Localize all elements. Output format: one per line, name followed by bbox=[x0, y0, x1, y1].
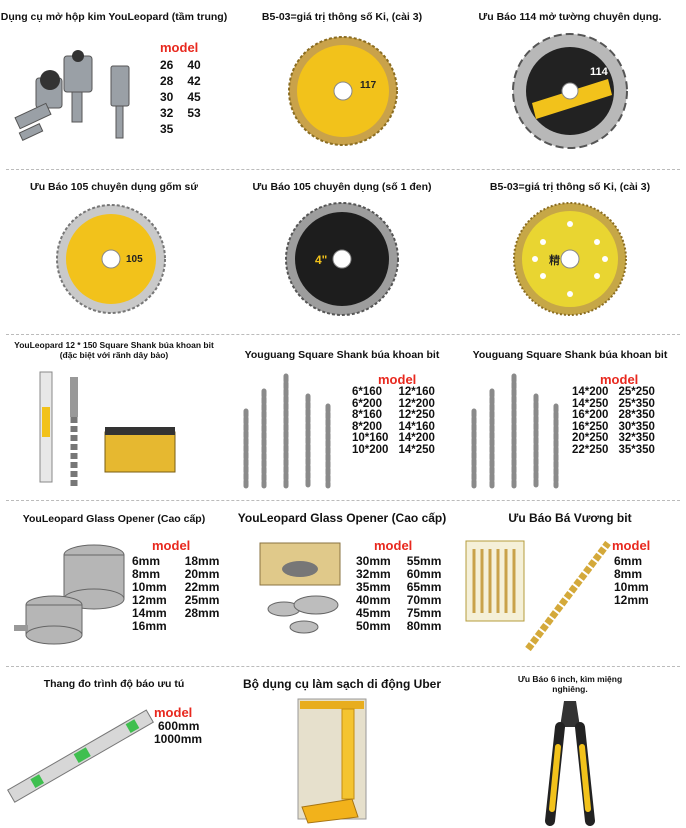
model-value: 18mm bbox=[184, 554, 220, 568]
model-value: 25*250 bbox=[618, 386, 655, 398]
model-value: 35mm bbox=[356, 580, 391, 594]
diamond-disc-image bbox=[56, 204, 166, 314]
model-list bbox=[572, 387, 655, 456]
disc-model-text: 114 bbox=[590, 66, 608, 78]
model-value: 60mm bbox=[406, 567, 442, 581]
model-value: 30 bbox=[160, 90, 174, 104]
model-value: 50mm bbox=[356, 619, 391, 633]
product-title: Thang đo trình độ báo ưu tú bbox=[43, 678, 185, 690]
model-value: 32 bbox=[160, 106, 174, 120]
product-hole-saw-set[interactable] bbox=[0, 0, 228, 168]
model-value: 45mm bbox=[356, 606, 391, 620]
model-value: 35 bbox=[160, 122, 174, 136]
hole-saw-image bbox=[6, 38, 156, 148]
model-label: model bbox=[374, 538, 413, 553]
product-fine-disc[interactable] bbox=[456, 170, 684, 334]
model-label: model bbox=[600, 372, 639, 387]
model-label: model bbox=[378, 372, 417, 387]
product-title: B5-03=giá trị thông số Ki, (cài 3) bbox=[489, 181, 651, 193]
model-value: 20mm bbox=[184, 567, 220, 581]
model-value: 8mm bbox=[614, 567, 643, 581]
model-value: 12*160 bbox=[398, 386, 435, 398]
model-value: 6mm bbox=[614, 554, 643, 568]
model-label: model bbox=[154, 705, 193, 720]
product-row-2 bbox=[0, 170, 686, 334]
model-value: 8mm bbox=[132, 567, 161, 581]
model-value: 14*250 bbox=[398, 443, 435, 456]
model-value: 30*350 bbox=[618, 420, 655, 433]
product-title: Youguang Square Shank búa khoan bit bbox=[244, 349, 440, 361]
product-subtitle: (đặc biệt với rãnh dây bảo) bbox=[59, 350, 169, 360]
product-twist-bit-set[interactable] bbox=[456, 501, 684, 665]
model-value: 70mm bbox=[406, 593, 442, 607]
model-value: 10*200 bbox=[352, 443, 389, 456]
product-sds-drill-12x150[interactable] bbox=[0, 335, 228, 500]
model-value: 28*350 bbox=[618, 409, 655, 421]
disc-model-text: 105 bbox=[126, 254, 143, 265]
product-glass-opener-b[interactable] bbox=[228, 501, 456, 665]
model-value: 14*200 bbox=[398, 432, 435, 444]
model-list bbox=[356, 555, 441, 633]
model-list bbox=[154, 720, 202, 746]
model-value: 35*350 bbox=[618, 443, 655, 456]
segmented-disc-image bbox=[512, 33, 628, 149]
model-value: 32*350 bbox=[618, 432, 655, 444]
model-value: 14*200 bbox=[572, 386, 609, 398]
product-ceramic-disc-105[interactable] bbox=[0, 170, 228, 334]
model-value: 10*160 bbox=[352, 432, 389, 444]
model-value: 53 bbox=[187, 106, 201, 120]
model-value: 25mm bbox=[184, 593, 220, 607]
product-title: YouLeopard 12 * 150 Square Shank búa khoan bit bbox=[14, 340, 214, 350]
product-sds-drill-set-b[interactable] bbox=[456, 335, 684, 500]
model-value: 14*160 bbox=[398, 420, 435, 433]
product-title: Ưu Báo Bá Vương bit bbox=[508, 511, 632, 525]
product-diagonal-pliers[interactable] bbox=[456, 667, 684, 828]
model-value: 1000mm bbox=[154, 732, 203, 746]
product-spirit-level[interactable] bbox=[0, 667, 228, 828]
model-value: 40 bbox=[187, 58, 201, 72]
diamond-disc-image bbox=[288, 36, 398, 146]
model-value: 80mm bbox=[406, 619, 442, 633]
model-value: 6mm bbox=[132, 554, 161, 568]
product-glass-opener-a[interactable] bbox=[0, 501, 228, 665]
product-row-4 bbox=[0, 501, 686, 665]
model-value: 28 bbox=[160, 74, 174, 88]
model-value: 12mm bbox=[614, 593, 649, 607]
model-value: 22mm bbox=[184, 580, 220, 594]
model-value: 20*250 bbox=[572, 432, 609, 444]
spirit-level-image bbox=[6, 697, 156, 817]
product-title: YouLeopard Glass Opener (Cao cấp) bbox=[22, 513, 206, 525]
product-cleaning-scraper[interactable] bbox=[228, 667, 456, 828]
scraper-image bbox=[292, 699, 372, 827]
diamond-disc-image bbox=[285, 202, 399, 316]
product-title: Ưu Báo 114 mở tường chuyên dụng. bbox=[478, 11, 662, 23]
model-value: 10mm bbox=[132, 580, 167, 594]
product-title: B5-03=giá trị thông số Ki, (cài 3) bbox=[261, 11, 423, 23]
model-value: 12*250 bbox=[398, 409, 435, 421]
model-value: 10mm bbox=[614, 580, 649, 594]
model-value: 75mm bbox=[406, 606, 442, 620]
model-list bbox=[352, 387, 435, 456]
model-value: 45 bbox=[187, 90, 201, 104]
model-value: 16*200 bbox=[572, 409, 609, 421]
model-label: model bbox=[612, 538, 651, 553]
model-value: 12*200 bbox=[398, 397, 435, 410]
model-value: 42 bbox=[187, 74, 201, 88]
model-value: 22*250 bbox=[572, 443, 609, 456]
model-value: 25*350 bbox=[618, 397, 655, 410]
drill-bits-image bbox=[236, 371, 346, 491]
model-value: 6*160 bbox=[352, 386, 383, 398]
product-title: Youguang Square Shank búa khoan bit bbox=[472, 349, 668, 361]
product-black-disc-105[interactable] bbox=[228, 170, 456, 334]
model-list bbox=[132, 555, 219, 633]
pliers-image bbox=[536, 697, 606, 825]
product-title: Ưu Báo 6 inch, kìm miệng nghiêng. bbox=[517, 674, 623, 694]
model-value: 600mm bbox=[158, 719, 200, 733]
twist-bits-image bbox=[466, 537, 616, 657]
model-value: 16mm bbox=[132, 619, 167, 633]
product-sds-drill-set-a[interactable] bbox=[228, 335, 456, 500]
product-row-1 bbox=[0, 0, 686, 168]
product-title: Ưu Báo 105 chuyên dụng gốm sứ bbox=[29, 181, 198, 193]
diamond-disc-image bbox=[513, 202, 627, 316]
product-wall-disc-114[interactable] bbox=[456, 0, 684, 168]
product-title: Ưu Báo 105 chuyên dụng (số 1 đen) bbox=[252, 181, 432, 193]
product-title: Bộ dụng cụ làm sạch di động Uber bbox=[242, 677, 441, 691]
model-label: model bbox=[152, 538, 191, 553]
product-row-3 bbox=[0, 335, 686, 500]
model-list bbox=[160, 57, 201, 137]
model-value: 16*250 bbox=[572, 420, 609, 433]
product-row-5 bbox=[0, 667, 686, 828]
model-value: 14*250 bbox=[572, 397, 609, 410]
drill-bit-box-image bbox=[20, 367, 220, 497]
disc-model-text: 117 bbox=[360, 80, 377, 91]
model-value: 14mm bbox=[132, 606, 167, 620]
drill-bits-image bbox=[464, 371, 574, 491]
glass-drill-kit-image bbox=[254, 539, 354, 639]
model-value: 12mm bbox=[132, 593, 167, 607]
model-label: model bbox=[160, 40, 199, 55]
disc-model-text: 4" bbox=[315, 253, 328, 267]
glass-drill-image bbox=[14, 533, 134, 653]
model-value: 28mm bbox=[184, 606, 220, 620]
model-value: 8*200 bbox=[352, 420, 383, 433]
model-value: 8*160 bbox=[352, 409, 383, 421]
product-title: YouLeopard Glass Opener (Cao cấp) bbox=[237, 511, 447, 525]
model-list bbox=[614, 555, 649, 607]
model-value: 40mm bbox=[356, 593, 391, 607]
model-value: 6*200 bbox=[352, 397, 383, 410]
model-value: 32mm bbox=[356, 567, 391, 581]
product-title: Dụng cụ mở hộp kim YouLeopard (tầm trung) bbox=[0, 11, 228, 23]
model-value: 65mm bbox=[406, 580, 442, 594]
model-value: 30mm bbox=[356, 554, 391, 568]
model-value: 26 bbox=[160, 58, 174, 72]
model-value: 55mm bbox=[406, 554, 442, 568]
product-diamond-disc-117[interactable] bbox=[228, 0, 456, 168]
disc-model-text: 精 bbox=[549, 255, 560, 267]
